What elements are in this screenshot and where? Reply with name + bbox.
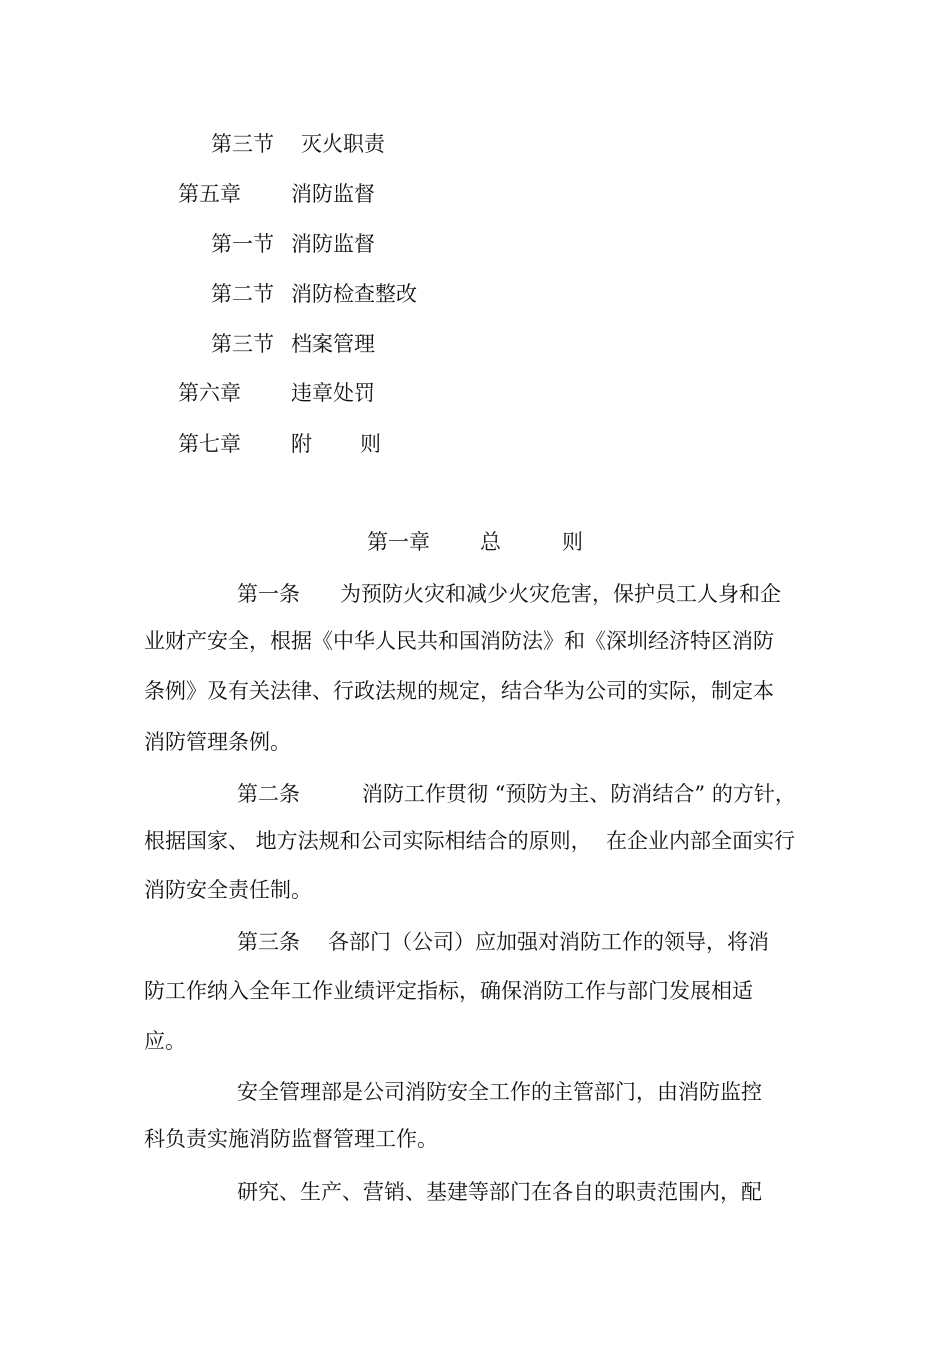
toc-item-title: 消防监督 <box>291 182 375 206</box>
chapter-number: 第一章 <box>367 530 430 554</box>
paragraph-text: 研究、生产、营销、基建等部门在各自的职责范围内，配 <box>237 1180 762 1204</box>
toc-item-number: 第二节 <box>211 282 274 306</box>
toc-item-number: 第三节 <box>211 132 274 156</box>
toc-item-number: 第三节 <box>211 332 274 356</box>
article-text: 在企业内部全面实行 <box>606 829 795 853</box>
article-text: 消防管理条例。 <box>144 730 291 754</box>
article-text: 条例》及有关法律、行政法规的规定，结合华为公司的实际，制定本 <box>144 679 774 703</box>
article-text: 根据国家、 地方法规和公司实际相结合的原则， <box>144 829 592 853</box>
toc-item-number: 第五章 <box>178 182 241 206</box>
toc-item-title: 消防监督 <box>291 232 375 256</box>
chapter-title: 则 <box>562 530 583 554</box>
toc-item-number: 第七章 <box>178 432 241 456</box>
paragraph-text: 安全管理部是公司消防安全工作的主管部门，由消防监控 <box>237 1080 762 1104</box>
toc-item-title: 则 <box>360 432 381 456</box>
article-label: 第三条 <box>237 930 300 954</box>
article-text: 业财产安全，根据《中华人民共和国消防法》和《深圳经济特区消防 <box>144 629 774 653</box>
toc-item-number: 第一节 <box>211 232 274 256</box>
chapter-heading <box>0 527 950 557</box>
toc-item-title: 违章处罚 <box>291 381 375 405</box>
article-text: 消防安全责任制。 <box>144 878 312 902</box>
article-text: 为预防火灾和减少火灾危害，保护员工人身和企 <box>340 582 781 606</box>
article-text: 消防工作贯彻 “预防为主、防消结合” 的方针， <box>362 782 796 806</box>
article-label: 第二条 <box>237 782 300 806</box>
toc-item-title: 档案管理 <box>291 332 375 356</box>
toc-item-title: 消防检查整改 <box>291 282 417 306</box>
article-text: 防工作纳入全年工作业绩评定指标，确保消防工作与部门发展相适 <box>144 979 753 1003</box>
toc-item-title: 灭火职责 <box>301 132 385 156</box>
toc-item-title: 附 <box>291 432 312 456</box>
paragraph-text: 科负责实施消防监督管理工作。 <box>144 1127 438 1151</box>
article-label: 第一条 <box>237 582 300 606</box>
article-text: 各部门（公司）应加强对消防工作的领导，将消 <box>328 930 769 954</box>
chapter-title: 总 <box>480 530 501 554</box>
toc-item-number: 第六章 <box>178 381 241 405</box>
article-text: 应。 <box>144 1029 186 1053</box>
